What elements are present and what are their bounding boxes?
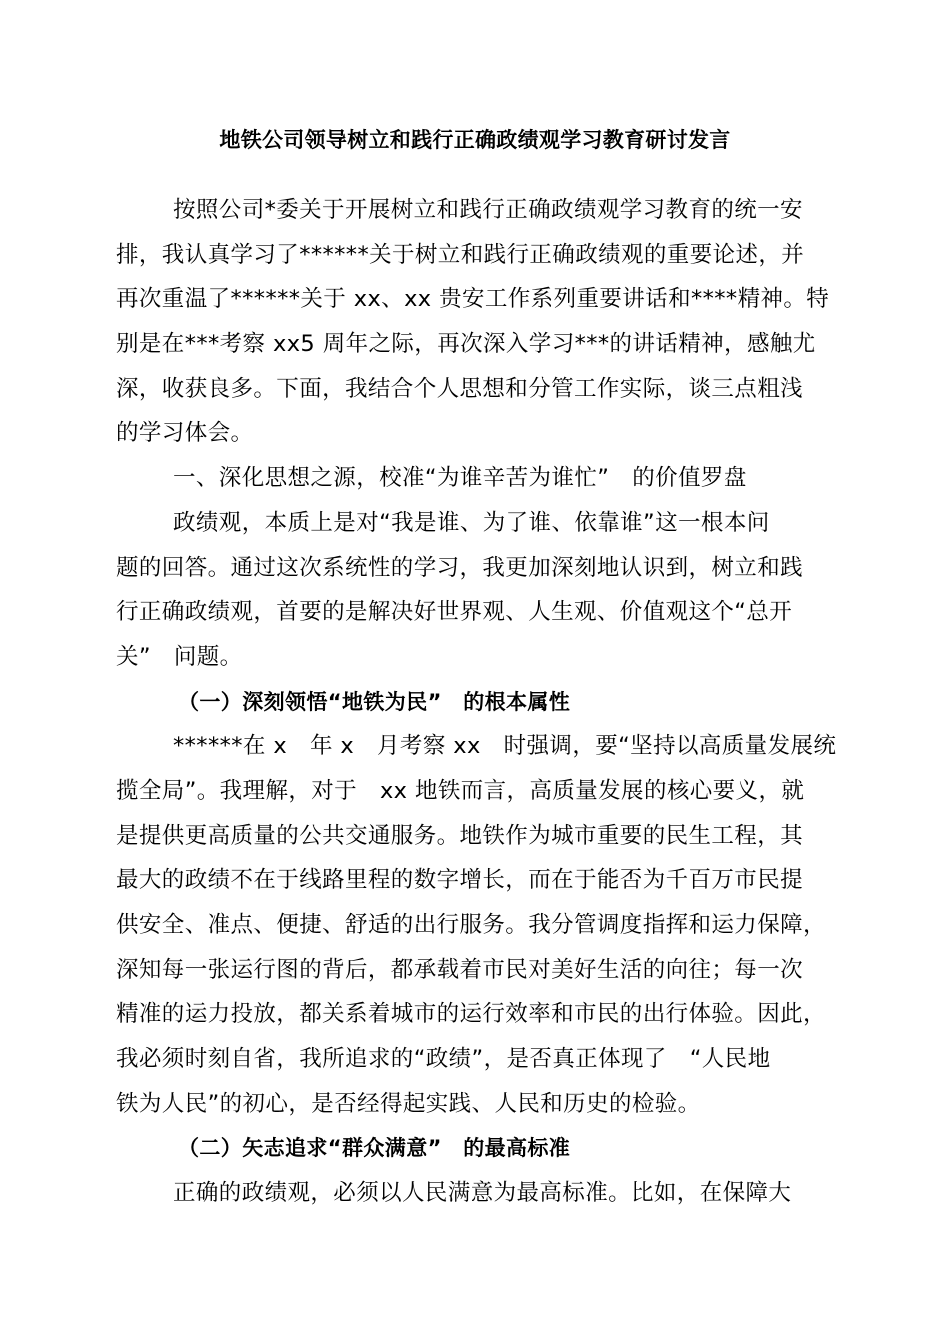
paragraph-line: 再次重温了******关于 xx、xx 贵安工作系列重要讲话和****精神。特 [116, 286, 830, 313]
subsection-heading: （一）深刻领悟“地铁为民” 的根本属性 [178, 689, 571, 714]
paragraph-line: 深知每一张运行图的背后，都承载着市民对美好生活的向往；每一次 [116, 956, 804, 983]
paragraph-line: 是提供更高质量的公共交通服务。地铁作为城市重要的民生工程，其 [116, 822, 804, 849]
paragraph-line: 按照公司*委关于开展树立和践行正确政绩观学习教育的统一安 [173, 197, 803, 223]
paragraph-line: 深，收获良多。下面，我结合个人思想和分管工作实际，谈三点粗浅 [116, 375, 804, 402]
section-heading: 一、深化思想之源，校准“为谁辛苦为谁忙” 的价值罗盘 [173, 465, 747, 492]
paragraph-line: 排，我认真学习了******关于树立和践行正确政绩观的重要论述，并 [116, 241, 805, 268]
paragraph-line: 供安全、准点、便捷、舒适的出行服务。我分管调度指挥和运力保障， [116, 912, 826, 938]
paragraph-line: 最大的政绩不在于线路里程的数字增长，而在于能否为千百万市民提 [116, 867, 804, 894]
subsection-heading: （二）矢志追求“群众满意” 的最高标准 [178, 1136, 571, 1161]
document-body [116, 188, 846, 1216]
paragraph-line: 正确的政绩观，必须以人民满意为最高标准。比如，在保障大 [173, 1180, 792, 1207]
paragraph-line: ******在 x 年 x 月考察 xx 时强调，要“坚持以高质量发展统 [173, 733, 837, 760]
paragraph-line: 别是在***考察 xx5 周年之际，再次深入学习***的讲话精神，感触尤 [116, 331, 816, 358]
paragraph-line: 精准的运力投放，都关系着城市的运行效率和市民的出行体验。因此， [116, 1001, 826, 1028]
paragraph-line: 题的回答。通过这次系统性的学习，我更加深刻地认识到，树立和践 [116, 554, 804, 581]
paragraph-line: 关” 问题。 [116, 643, 243, 670]
paragraph-line: 的学习体会。 [116, 420, 254, 447]
paragraph-line: 政绩观，本质上是对“我是谁、为了谁、依靠谁”这一根本问 [173, 509, 770, 536]
paragraph-line: 铁为人民”的初心，是否经得起实践、人民和历史的检验。 [116, 1090, 701, 1117]
document-title: 地铁公司领导树立和践行正确政绩观学习教育研讨发言 [219, 128, 731, 152]
paragraph-line: 行正确政绩观，首要的是解决好世界观、人生观、价值观这个“总开 [116, 599, 793, 626]
paragraph-line: 揽全局”。我理解，对于 xx 地铁而言，高质量发展的核心要义，就 [116, 777, 805, 804]
paragraph-line: 我必须时刻自省，我所追求的“政绩”，是否真正体现了 “人民地 [116, 1046, 771, 1073]
